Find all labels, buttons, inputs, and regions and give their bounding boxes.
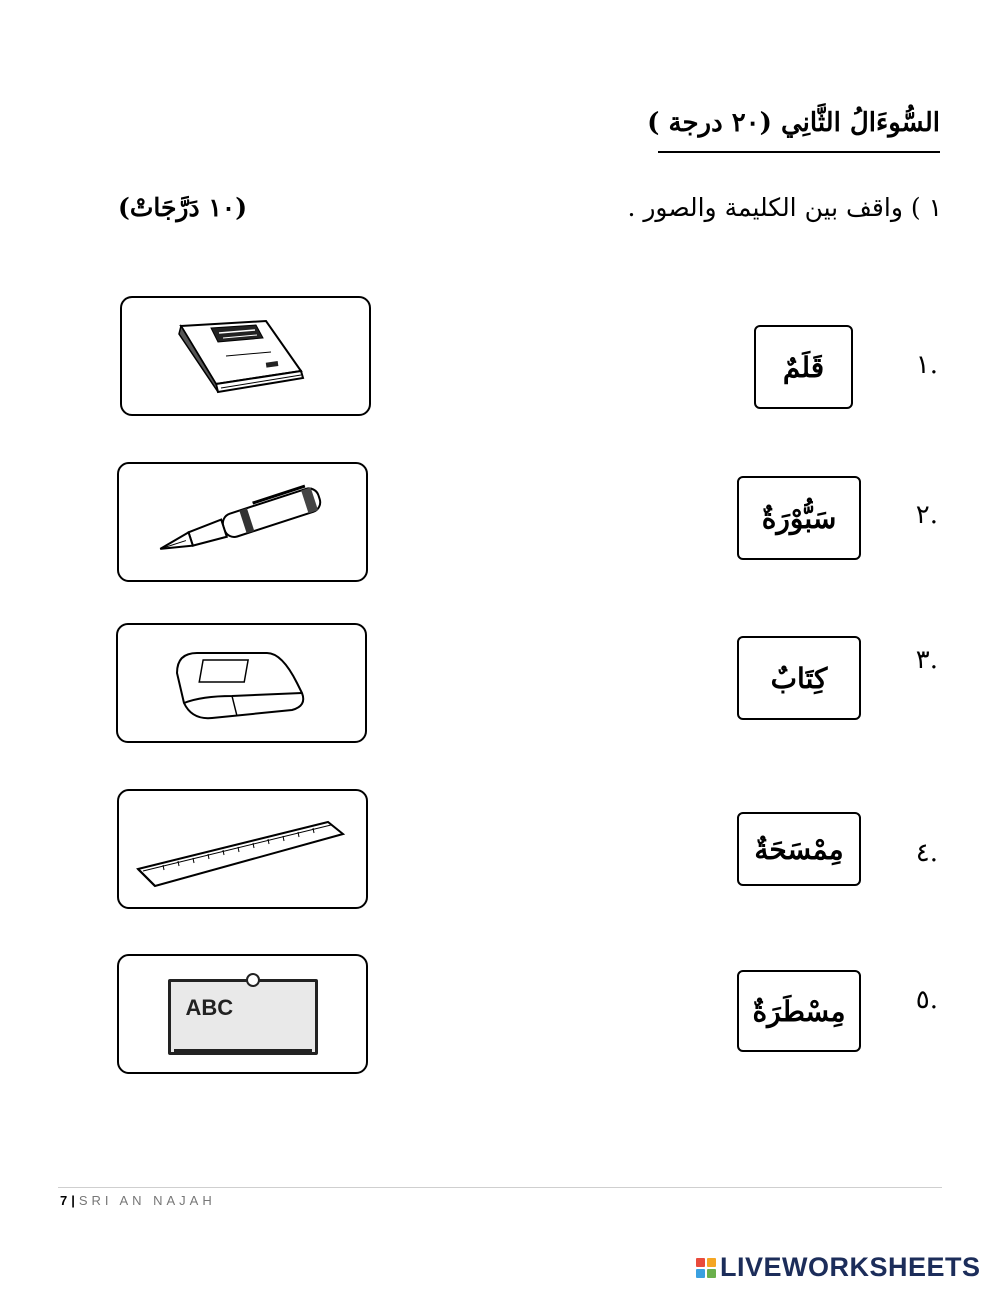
marks-label: (١٠ دَرَّجَاتْ) [118, 193, 248, 222]
word-box-4[interactable] [737, 812, 861, 886]
book-icon [171, 316, 321, 396]
item-number-3: .٣ [915, 645, 938, 675]
page-footer [60, 1193, 216, 1208]
word-box-3[interactable] [737, 636, 861, 720]
ruler-icon [133, 804, 353, 894]
eraser-icon [162, 638, 322, 728]
chalkboard-icon [168, 973, 318, 1055]
picture-box-3[interactable] [116, 623, 367, 743]
word-box-1[interactable] [754, 325, 853, 409]
item-number-4: .٤ [915, 838, 938, 868]
footer-separator: | [71, 1193, 75, 1208]
liveworksheets-brand[interactable] [696, 1252, 981, 1283]
title-underline [658, 151, 940, 153]
brand-logo-icon [696, 1258, 716, 1278]
question-title: السُّوءَالُ الثَّانِي (٢٠ درجة ) [647, 108, 940, 138]
picture-box-4[interactable] [117, 789, 368, 909]
word-label-5: مِسْطَرَةٌ [752, 994, 846, 1028]
item-number-1: .١ [915, 350, 938, 380]
picture-box-5[interactable] [117, 954, 368, 1074]
word-label-1: قَلَمٌ [782, 350, 825, 384]
footer-divider [58, 1187, 942, 1188]
school-name: SRI AN NAJAH [78, 1193, 216, 1208]
chalkboard-text: ABC [185, 995, 234, 1020]
brand-name: LIVEWORKSHEETS [720, 1252, 981, 1282]
word-box-5[interactable] [737, 970, 861, 1052]
word-label-3: كِتَابٌ [770, 661, 828, 695]
picture-box-1[interactable] [120, 296, 371, 416]
word-label-4: مِمْسَحَةٌ [754, 832, 844, 866]
word-box-2[interactable] [737, 476, 861, 560]
picture-box-2[interactable] [117, 462, 368, 582]
word-label-2: سَبُّوْرَةٌ [761, 501, 837, 535]
fountain-pen-icon [148, 477, 338, 567]
page-number: 7 [60, 1193, 68, 1208]
item-number-5: .٥ [915, 985, 938, 1015]
item-number-2: .٢ [915, 500, 938, 530]
instruction-text: ١ ) واقف بين الكليمة والصور . [627, 193, 942, 222]
